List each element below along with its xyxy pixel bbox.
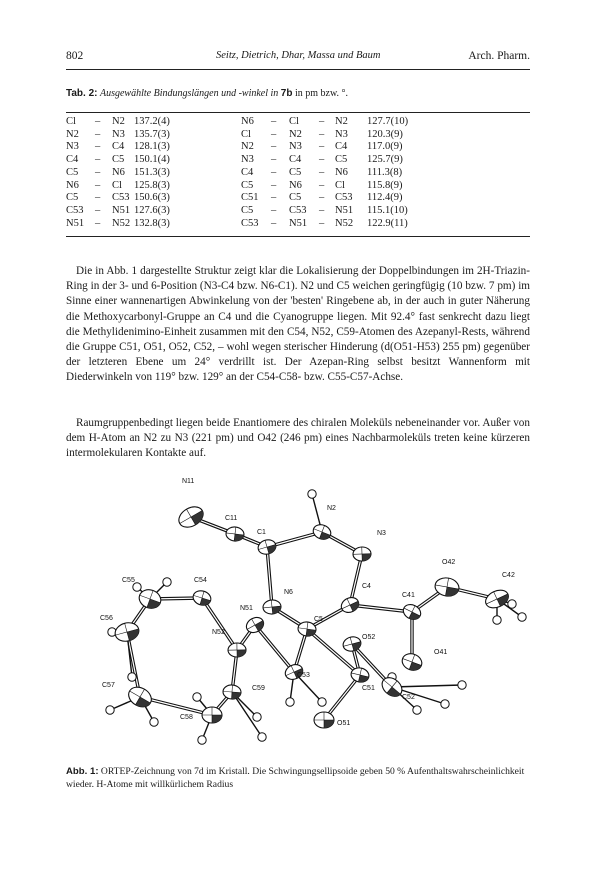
table-caption bbox=[66, 88, 348, 99]
ellipsoid-octant bbox=[324, 720, 334, 728]
table-atom: N6 bbox=[335, 166, 348, 178]
hydrogen-atom bbox=[441, 700, 449, 708]
bond-table bbox=[66, 116, 440, 230]
table-atom: Cl bbox=[335, 179, 345, 191]
table-atom: C4 bbox=[241, 166, 254, 178]
table-dash: – bbox=[319, 166, 325, 178]
table-dash: – bbox=[319, 128, 325, 140]
atom-label: C53 bbox=[297, 672, 310, 679]
table-dash: – bbox=[271, 116, 277, 127]
hydrogen-atom bbox=[318, 698, 326, 706]
table-row bbox=[66, 180, 440, 193]
atom-label: C57 bbox=[102, 682, 115, 689]
bond-line bbox=[307, 629, 360, 675]
atom-o51 bbox=[314, 712, 334, 728]
table-atom: Cl bbox=[112, 179, 122, 191]
ellipsoid-octant bbox=[237, 650, 246, 657]
table-atom: N6 bbox=[112, 166, 125, 178]
table-value: 125.7(9) bbox=[367, 154, 403, 166]
table-dash: – bbox=[95, 116, 101, 127]
table-top-rule bbox=[66, 112, 530, 113]
bond-line bbox=[255, 625, 294, 672]
table-dash: – bbox=[95, 128, 101, 140]
atom-label: N51 bbox=[240, 605, 253, 612]
table-dash: – bbox=[95, 154, 101, 166]
ortep-figure bbox=[62, 472, 532, 762]
paragraph-packing: Raumgruppenbedingt liegen beide Enantiomere des chiralen Moleküls nebeneinander vor. Außer von dem H-Atom an N2 zu N3 (221 pm) und O42 (246 pm) eines Nachbarmoleküls treten keine kürzeren intermolekularen Kontakte auf. bbox=[66, 417, 530, 460]
bond-line bbox=[392, 685, 462, 687]
table-atom: C53 bbox=[241, 217, 259, 229]
table-dash: – bbox=[319, 116, 325, 127]
table-atom: C5 bbox=[289, 166, 302, 178]
table-atom: N2 bbox=[335, 116, 348, 127]
table-dash: – bbox=[271, 192, 277, 204]
table-atom: N6 bbox=[289, 179, 302, 191]
atom-c54 bbox=[191, 589, 212, 608]
hydrogen-atom bbox=[286, 698, 294, 706]
hydrogen-atom bbox=[163, 578, 171, 586]
table-atom: C53 bbox=[289, 204, 307, 216]
table-atom: C4 bbox=[289, 154, 302, 166]
atom-label: C55 bbox=[122, 577, 135, 584]
table-value: 111.3(8) bbox=[367, 166, 403, 178]
atom-label: N11 bbox=[182, 478, 195, 485]
table-atom: C53 bbox=[66, 204, 84, 216]
atom-n52 bbox=[228, 643, 246, 657]
table-row bbox=[66, 154, 440, 167]
table-value: 120.3(9) bbox=[367, 128, 403, 140]
hydrogen-atom bbox=[493, 616, 501, 624]
atom-label: C59 bbox=[252, 685, 265, 692]
table-row bbox=[66, 141, 440, 154]
hydrogen-atom bbox=[308, 490, 316, 498]
atom-label: C54 bbox=[194, 577, 207, 584]
table-dash: – bbox=[95, 141, 101, 153]
table-value: 128.1(3) bbox=[134, 141, 170, 153]
table-value: 112.4(9) bbox=[367, 192, 403, 204]
table-units: in pm bzw. °. bbox=[294, 88, 349, 99]
atom-label: C42 bbox=[502, 572, 515, 579]
table-row bbox=[66, 192, 440, 205]
table-atom: N51 bbox=[289, 217, 308, 229]
table-row bbox=[66, 218, 440, 231]
hydrogen-atom bbox=[106, 706, 114, 714]
table-dash: – bbox=[319, 192, 325, 204]
table-dash: – bbox=[271, 217, 277, 229]
table-value: 122.9(11) bbox=[367, 217, 408, 229]
table-compound: 7b bbox=[280, 88, 293, 99]
table-dash: – bbox=[271, 179, 277, 191]
atom-n2 bbox=[311, 522, 333, 542]
table-label: Tab. 2: bbox=[66, 88, 98, 99]
table-atom: N51 bbox=[335, 204, 354, 216]
atom-label: C52 bbox=[402, 694, 415, 701]
running-authors: Seitz, Dietrich, Dhar, Massa und Baum bbox=[216, 50, 381, 61]
table-atom: C5 bbox=[66, 192, 79, 204]
table-atom: N3 bbox=[112, 128, 125, 140]
ellipsoid-octant bbox=[212, 715, 222, 723]
atom-c4 bbox=[339, 595, 361, 615]
table-row bbox=[66, 205, 440, 218]
header-rule bbox=[66, 69, 530, 70]
table-row bbox=[66, 116, 440, 129]
table-value: 127.7(10) bbox=[367, 116, 409, 127]
hydrogen-atom bbox=[150, 718, 158, 726]
table-value: 132.8(3) bbox=[134, 217, 170, 229]
table-value: 150.6(3) bbox=[134, 192, 170, 204]
hydrogen-atom bbox=[128, 673, 136, 681]
atom-label: C5 bbox=[314, 616, 323, 623]
table-dash: – bbox=[319, 204, 325, 216]
atom-label: C11 bbox=[225, 515, 238, 522]
table-dash: – bbox=[95, 192, 101, 204]
atom-n11 bbox=[175, 503, 207, 532]
running-header bbox=[66, 50, 530, 66]
atom-c56 bbox=[113, 620, 141, 644]
hydrogen-atom bbox=[258, 733, 266, 741]
table-atom: N51 bbox=[66, 217, 85, 229]
atom-c11 bbox=[225, 526, 245, 542]
atom-label: N52 bbox=[212, 629, 225, 636]
table-atom: N2 bbox=[241, 141, 254, 153]
table-dash: – bbox=[319, 141, 325, 153]
journal-name: Arch. Pharm. bbox=[468, 50, 530, 62]
atom-label: N2 bbox=[327, 505, 336, 512]
table-atom: N2 bbox=[289, 128, 302, 140]
table-atom: N2 bbox=[112, 116, 125, 127]
atom-label: C4 bbox=[362, 583, 371, 590]
table-atom: N52 bbox=[335, 217, 354, 229]
atom-label: O41 bbox=[434, 649, 448, 656]
table-dash: – bbox=[271, 204, 277, 216]
table-value: 125.8(3) bbox=[134, 179, 170, 191]
page-number: 802 bbox=[66, 50, 84, 62]
table-dash: – bbox=[95, 179, 101, 191]
table-dash: – bbox=[271, 154, 277, 166]
atom-label: O52 bbox=[362, 634, 376, 641]
atom-o41 bbox=[400, 651, 424, 673]
hydrogen-atom bbox=[458, 681, 466, 689]
hydrogen-atom bbox=[508, 600, 516, 608]
paragraph-structure: Die in Abb. 1 dargestellte Struktur zeigt klar die Lokalisierung der Doppelbindungen im 2H-Triazin-Ring in der 3- und 6-Position (N3-C4 bzw. N6-C1). N2 und C5 weichen geringfügig (10 bzw. 7 pm) im Sinne einer wannenartigen Abwinkelung von der 'besten' Ringebene ab, in der auch in guter Näherung die Methoxycarbonyl-Gruppe an C4 und die Cyanogruppe liegen. Mit 92.4° fast senkrecht dazu liegt die Methylidenimino-Einheit zusammen mit den C54, N52, C59-Atomen des Azepanyl-Rests, während die Gruppe C51, O51, O52, C52, – wohl wegen sterischer Hinderung (d(O51-H53) 255 pm) gegenüber der letzteren Ebene um 24° verdrillt ist. Der Azepan-Ring selbst besitzt Wannenform mit Diederwinkeln von 119° bzw. 129° an der C54-C58- bzw. C55-C57-Achse. bbox=[66, 265, 530, 384]
table-atom: N52 bbox=[112, 217, 131, 229]
table-atom: N3 bbox=[335, 128, 348, 140]
atom-label: N6 bbox=[284, 589, 293, 596]
table-atom: N2 bbox=[66, 128, 79, 140]
table-value: 115.8(9) bbox=[367, 179, 403, 191]
atom-label: C56 bbox=[100, 615, 113, 622]
table-dash: – bbox=[319, 217, 325, 229]
table-atom: Cl bbox=[289, 116, 299, 127]
bond-line bbox=[267, 547, 272, 607]
table-dash: – bbox=[95, 204, 101, 216]
table-value: 115.1(10) bbox=[367, 204, 408, 216]
table-dash: – bbox=[95, 166, 101, 178]
table-atom: N6 bbox=[241, 116, 254, 127]
table-dash: – bbox=[319, 154, 325, 166]
atom-label: C58 bbox=[180, 714, 193, 721]
table-atom: Cl bbox=[241, 128, 251, 140]
atom-label: O42 bbox=[442, 559, 456, 566]
table-bottom-rule bbox=[66, 236, 530, 237]
table-dash: – bbox=[95, 217, 101, 229]
figure-label: Abb. 1: bbox=[66, 766, 99, 777]
atom-c1 bbox=[256, 538, 277, 556]
hydrogen-atom bbox=[133, 583, 141, 591]
table-atom: N6 bbox=[66, 179, 79, 191]
figure-caption bbox=[66, 765, 536, 791]
table-atom: C4 bbox=[112, 141, 125, 153]
table-value: 151.3(3) bbox=[134, 166, 170, 178]
atom-label: O51 bbox=[337, 720, 351, 727]
table-dash: – bbox=[271, 141, 277, 153]
table-atom: C53 bbox=[335, 192, 353, 204]
hydrogen-atom bbox=[198, 736, 206, 744]
table-atom: C5 bbox=[289, 192, 302, 204]
atom-c42 bbox=[483, 587, 512, 612]
atom-label: N3 bbox=[377, 530, 386, 537]
table-atom: C5 bbox=[241, 179, 254, 191]
figure-caption-text: ORTEP-Zeichnung von 7d im Kristall. Die Schwingungsellipsoide geben 50 % Aufenthaltswahrscheinlichkeit wieder. H-Atome mit willkürlichem Radius bbox=[66, 766, 525, 790]
table-atom: Cl bbox=[66, 116, 76, 127]
table-dash: – bbox=[319, 179, 325, 191]
hydrogen-atom bbox=[193, 693, 201, 701]
table-row bbox=[66, 129, 440, 142]
bond-line bbox=[350, 605, 412, 612]
table-value: 117.0(9) bbox=[367, 141, 403, 153]
table-atom: C4 bbox=[66, 154, 79, 166]
hydrogen-atom bbox=[413, 706, 421, 714]
table-atom: N51 bbox=[112, 204, 131, 216]
table-value: 150.1(4) bbox=[134, 154, 170, 166]
table-atom: C4 bbox=[335, 141, 348, 153]
table-atom: C53 bbox=[112, 192, 130, 204]
table-caption-text: Ausgewählte Bindungslängen und -winkel in bbox=[99, 88, 279, 99]
bond-line bbox=[202, 598, 237, 650]
table-dash: – bbox=[271, 128, 277, 140]
atom-label: C1 bbox=[257, 529, 266, 536]
table-value: 135.7(3) bbox=[134, 128, 170, 140]
table-atom: C51 bbox=[241, 192, 259, 204]
table-atom: N3 bbox=[241, 154, 254, 166]
atom-c57 bbox=[125, 683, 155, 711]
table-dash: – bbox=[271, 166, 277, 178]
atom-label: C51 bbox=[362, 685, 375, 692]
table-atom: C5 bbox=[241, 204, 254, 216]
table-atom: N3 bbox=[66, 141, 79, 153]
atom-labels bbox=[100, 478, 515, 727]
atom-n3 bbox=[353, 547, 371, 562]
table-atom: C5 bbox=[66, 166, 79, 178]
hydrogen-atom bbox=[518, 613, 526, 621]
table-row bbox=[66, 167, 440, 180]
atom-c58 bbox=[202, 707, 222, 723]
table-atom: N3 bbox=[289, 141, 302, 153]
table-atom: C5 bbox=[335, 154, 348, 166]
table-value: 127.6(3) bbox=[134, 204, 170, 216]
atom-label: C41 bbox=[402, 592, 415, 599]
hydrogen-atom bbox=[253, 713, 261, 721]
table-value: 137.2(4) bbox=[134, 116, 170, 127]
table-atom: C5 bbox=[112, 154, 125, 166]
